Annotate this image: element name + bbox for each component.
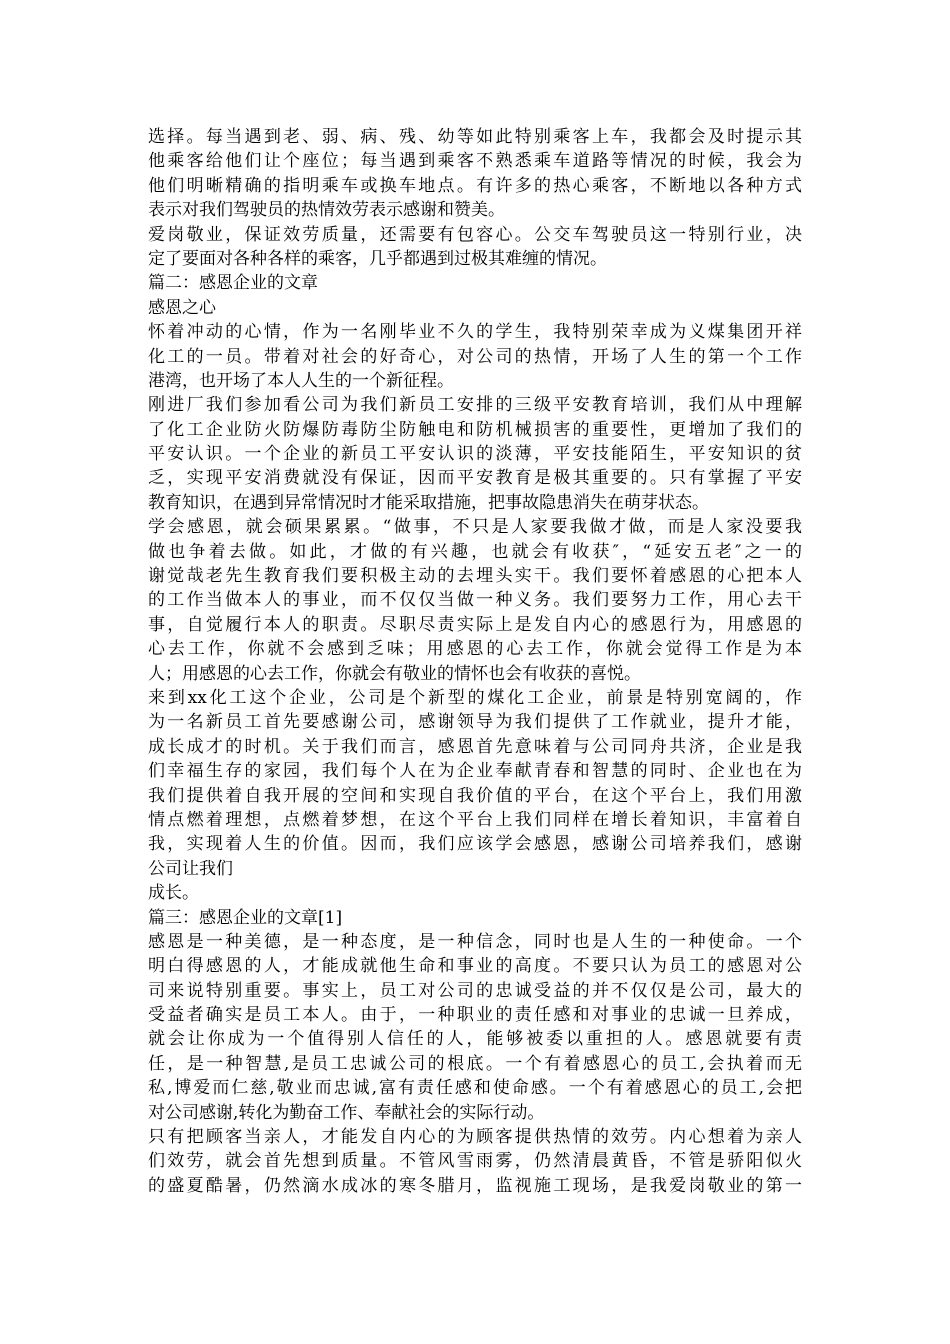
text-line: 我们提供着自我开展的空间和实现自我价值的平台，在这个平台上，我们用激 bbox=[148, 785, 802, 806]
text-line: 们效劳，就会首先想到质量。不管风雪雨雾，仍然清晨黄昏，不管是骄阳似火 bbox=[148, 1151, 802, 1172]
text-line: 篇三：感恩企业的文章[1] bbox=[148, 907, 343, 928]
text-line: 篇二：感恩企业的文章 bbox=[148, 273, 318, 294]
text-line: 人；用感恩的心去工作，你就会有敬业的情怀也会有收获的喜悦。 bbox=[148, 663, 641, 684]
text-line: 感恩之心 bbox=[148, 297, 216, 318]
text-line: 教育知识，在遇到异常情况时才能采取措施，把事故隐患消失在萌芽状态。 bbox=[148, 492, 709, 513]
text-line: 做也争着去做。如此，才做的有兴趣，也就会有收获″，“延安五老″之一的 bbox=[148, 541, 802, 562]
text-line: 刚进厂我们参加看公司为我们新员工安排的三级平安教育培训，我们从中理解 bbox=[148, 395, 802, 416]
text-line: 只有把顾客当亲人，才能发自内心的为顾客提供热情的效劳。内心想着为亲人 bbox=[148, 1127, 802, 1148]
text-line: 成长成才的时机。关于我们而言，感恩首先意味着与公司同舟共济，企业是我 bbox=[148, 736, 802, 757]
document-page bbox=[148, 125, 802, 1198]
text-line: 心去工作，你就不会感到乏味；用感恩的心去工作，你就会觉得工作是为本 bbox=[148, 639, 802, 660]
text-line: 他乘客给他们让个座位；每当遇到乘客不熟悉乘车道路等情况的时候，我会为 bbox=[148, 151, 802, 172]
text-line: 平安认识。一个企业的新员工平安认识的淡薄，平安技能陌生，平安知识的贫 bbox=[148, 444, 802, 465]
text-line: 来到xx化工这个企业，公司是个新型的煤化工企业，前景是特别宽阔的，作 bbox=[148, 687, 802, 708]
text-line: 的盛夏酷暑，仍然滴水成冰的寒冬腊月，监视施工现场，是我爱岗敬业的第一 bbox=[148, 1175, 802, 1196]
text-line: 对公司感谢,转化为勤奋工作、奉献社会的实际行动。 bbox=[148, 1102, 545, 1123]
text-line: 成长。 bbox=[148, 883, 199, 904]
text-line: 任，是一种智慧,是员工忠诚公司的根底。一个有着感恩心的员工,会执着而无 bbox=[148, 1053, 802, 1074]
text-line: 表示对我们驾驶员的热情效劳表示感谢和赞美。 bbox=[148, 200, 505, 221]
text-line: 公司让我们 bbox=[148, 858, 233, 879]
text-line: 怀着冲动的心情，作为一名刚毕业不久的学生，我特别荣幸成为义煤集团开祥 bbox=[148, 322, 802, 343]
text-line: 化工的一员。带着对社会的好奇心，对公司的热情，开场了人生的第一个工作 bbox=[148, 346, 802, 367]
text-line: 私,博爱而仁慈,敬业而忠诚,富有责任感和使命感。一个有着感恩心的员工,会把 bbox=[148, 1078, 802, 1099]
text-line: 爱岗敬业，保证效劳质量，还需要有包容心。公交车驾驶员这一特别行业，决 bbox=[148, 224, 802, 245]
text-line: 明白得感恩的人，才能成就他生命和事业的高度。不要只认为员工的感恩对公 bbox=[148, 956, 802, 977]
text-line: 定了要面对各种各样的乘客，几乎都遇到过极其难缠的情况。 bbox=[148, 248, 607, 269]
text-line: 为一名新员工首先要感谢公司，感谢领导为我们提供了工作就业，提升才能， bbox=[148, 712, 802, 733]
text-line: 谢觉哉老先生教育我们要积极主动的去埋头实干。我们要怀着感恩的心把本人 bbox=[148, 566, 802, 587]
text-line: 我，实现着人生的价值。因而，我们应该学会感恩，感谢公司培养我们，感谢 bbox=[148, 834, 802, 855]
text-line: 的工作当做本人的事业，而不仅仅当做一种义务。我们要努力工作，用心去干 bbox=[148, 590, 802, 611]
text-line: 受益者确实是员工本人。由于，一种职业的责任感和对事业的忠诚一旦养成， bbox=[148, 1005, 802, 1026]
text-line: 司来说特别重要。事实上，员工对公司的忠诚受益的并不仅仅是公司，最大的 bbox=[148, 980, 802, 1001]
text-line: 乏，实现平安消费就没有保证，因而平安教育是极其重要的。只有掌握了平安 bbox=[148, 468, 802, 489]
text-line: 选择。每当遇到老、弱、病、残、幼等如此特别乘客上车，我都会及时提示其 bbox=[148, 127, 802, 147]
text-line: 事，自觉履行本人的职责。尽职尽责实际上是发自内心的感恩行为，用感恩的 bbox=[148, 614, 802, 635]
text-line: 就会让你成为一个值得别人信任的人，能够被委以重担的人。感恩就要有责 bbox=[148, 1029, 802, 1050]
text-line: 感恩是一种美德，是一种态度，是一种信念，同时也是人生的一种使命。一个 bbox=[148, 931, 802, 952]
text-line: 了化工企业防火防爆防毒防尘防触电和防机械损害的重要性，更增加了我们的 bbox=[148, 419, 802, 440]
text-line: 学会感恩，就会硕果累累。“做事，不只是人家要我做才做，而是人家没要我 bbox=[148, 517, 802, 538]
text-line: 他们明晰精确的指明乘车或换车地点。有许多的热心乘客，不断地以各种方式 bbox=[148, 175, 802, 196]
text-line: 们幸福生存的家园，我们每个人在为企业奉献青春和智慧的同时、企业也在为 bbox=[148, 761, 802, 782]
text-line: 情点燃着理想，点燃着梦想，在这个平台上我们同样在增长着知识，丰富着自 bbox=[148, 809, 802, 830]
text-line: 港湾，也开场了本人人生的一个新征程。 bbox=[148, 370, 454, 391]
